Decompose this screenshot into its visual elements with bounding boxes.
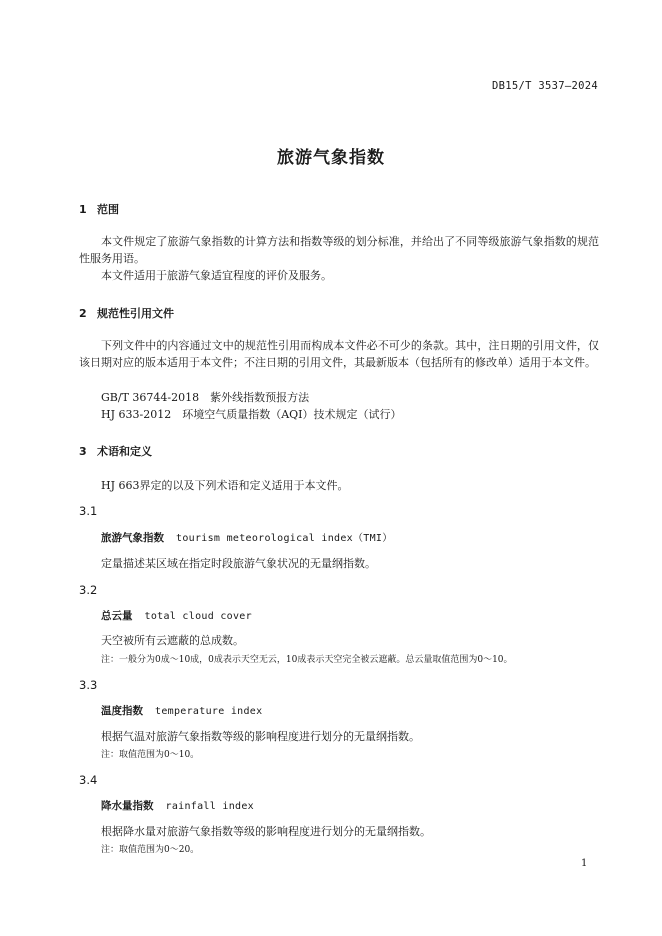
term-chinese: 降水量指数 xyxy=(101,800,154,812)
paragraph: HJ 663界定的以及下列术语和定义适用于本文件。 xyxy=(101,479,349,492)
term-chinese: 总云量 xyxy=(101,610,133,622)
term-definition: 天空被所有云遮蔽的总成数。 xyxy=(101,634,244,647)
term-english: total cloud cover xyxy=(144,611,252,622)
section-heading-normative-references xyxy=(79,305,174,321)
section-heading-terms-definitions xyxy=(79,443,152,459)
paragraph: 下列文件中的内容通过文中的规范性引用而构成本文件必不可少的条款。其中，注日期的引用文件，仅该日期对应的版本适用于本文件；不注日期的引用文件，其最新版本（包括所有的修改单）适用于本文件。 xyxy=(79,339,599,369)
term-number: 3.1 xyxy=(79,504,98,518)
document-code: DB15/T 3537—2024 xyxy=(492,80,598,92)
page-number: 1 xyxy=(581,858,588,869)
term-entry xyxy=(101,798,254,813)
term-number: 3.4 xyxy=(79,773,98,787)
section-number: 1 xyxy=(79,203,87,216)
term-note: 注：取值范围为0～10。 xyxy=(101,750,200,760)
section-number: 3 xyxy=(79,445,87,458)
term-note: 注：取值范围为0～20。 xyxy=(101,845,200,855)
section-title: 范围 xyxy=(97,203,119,216)
term-english: tourism meteorological index（TMI） xyxy=(176,533,393,544)
term-entry xyxy=(101,529,393,545)
section-title: 规范性引用文件 xyxy=(97,307,174,320)
term-entry xyxy=(101,703,262,718)
term-number: 3.2 xyxy=(79,583,98,597)
term-chinese: 温度指数 xyxy=(101,705,143,717)
paragraph: 本文件适用于旅游气象适宜程度的评价及服务。 xyxy=(101,269,332,282)
document-title: 旅游气象指数 xyxy=(277,148,385,168)
section-title: 术语和定义 xyxy=(97,445,152,458)
section-number: 2 xyxy=(79,307,87,320)
term-definition: 根据气温对旅游气象指数等级的影响程度进行划分的无量纲指数。 xyxy=(101,730,420,743)
term-chinese: 旅游气象指数 xyxy=(101,532,164,544)
reference-item: HJ 633-2012 环境空气质量指数（AQI）技术规定（试行） xyxy=(101,408,402,421)
term-definition: 定量描述某区域在指定时段旅游气象状况的无量纲指数。 xyxy=(101,557,376,570)
term-entry xyxy=(101,608,252,623)
section-heading-scope xyxy=(79,201,119,217)
term-note: 注：一般分为0成～10成，0成表示天空无云，10成表示天空完全被云遮蔽。总云量取值范围为0～10。 xyxy=(101,655,513,665)
reference-item: GB/T 36744-2018 紫外线指数预报方法 xyxy=(101,391,310,404)
paragraph: 本文件规定了旅游气象指数的计算方法和指数等级的划分标准，并给出了不同等级旅游气象指数的规范性服务用语。 xyxy=(79,235,599,265)
term-number: 3.3 xyxy=(79,678,98,692)
term-definition: 根据降水量对旅游气象指数等级的影响程度进行划分的无量纲指数。 xyxy=(101,825,431,838)
term-english: temperature index xyxy=(155,706,263,717)
term-english: rainfall index xyxy=(165,801,254,812)
